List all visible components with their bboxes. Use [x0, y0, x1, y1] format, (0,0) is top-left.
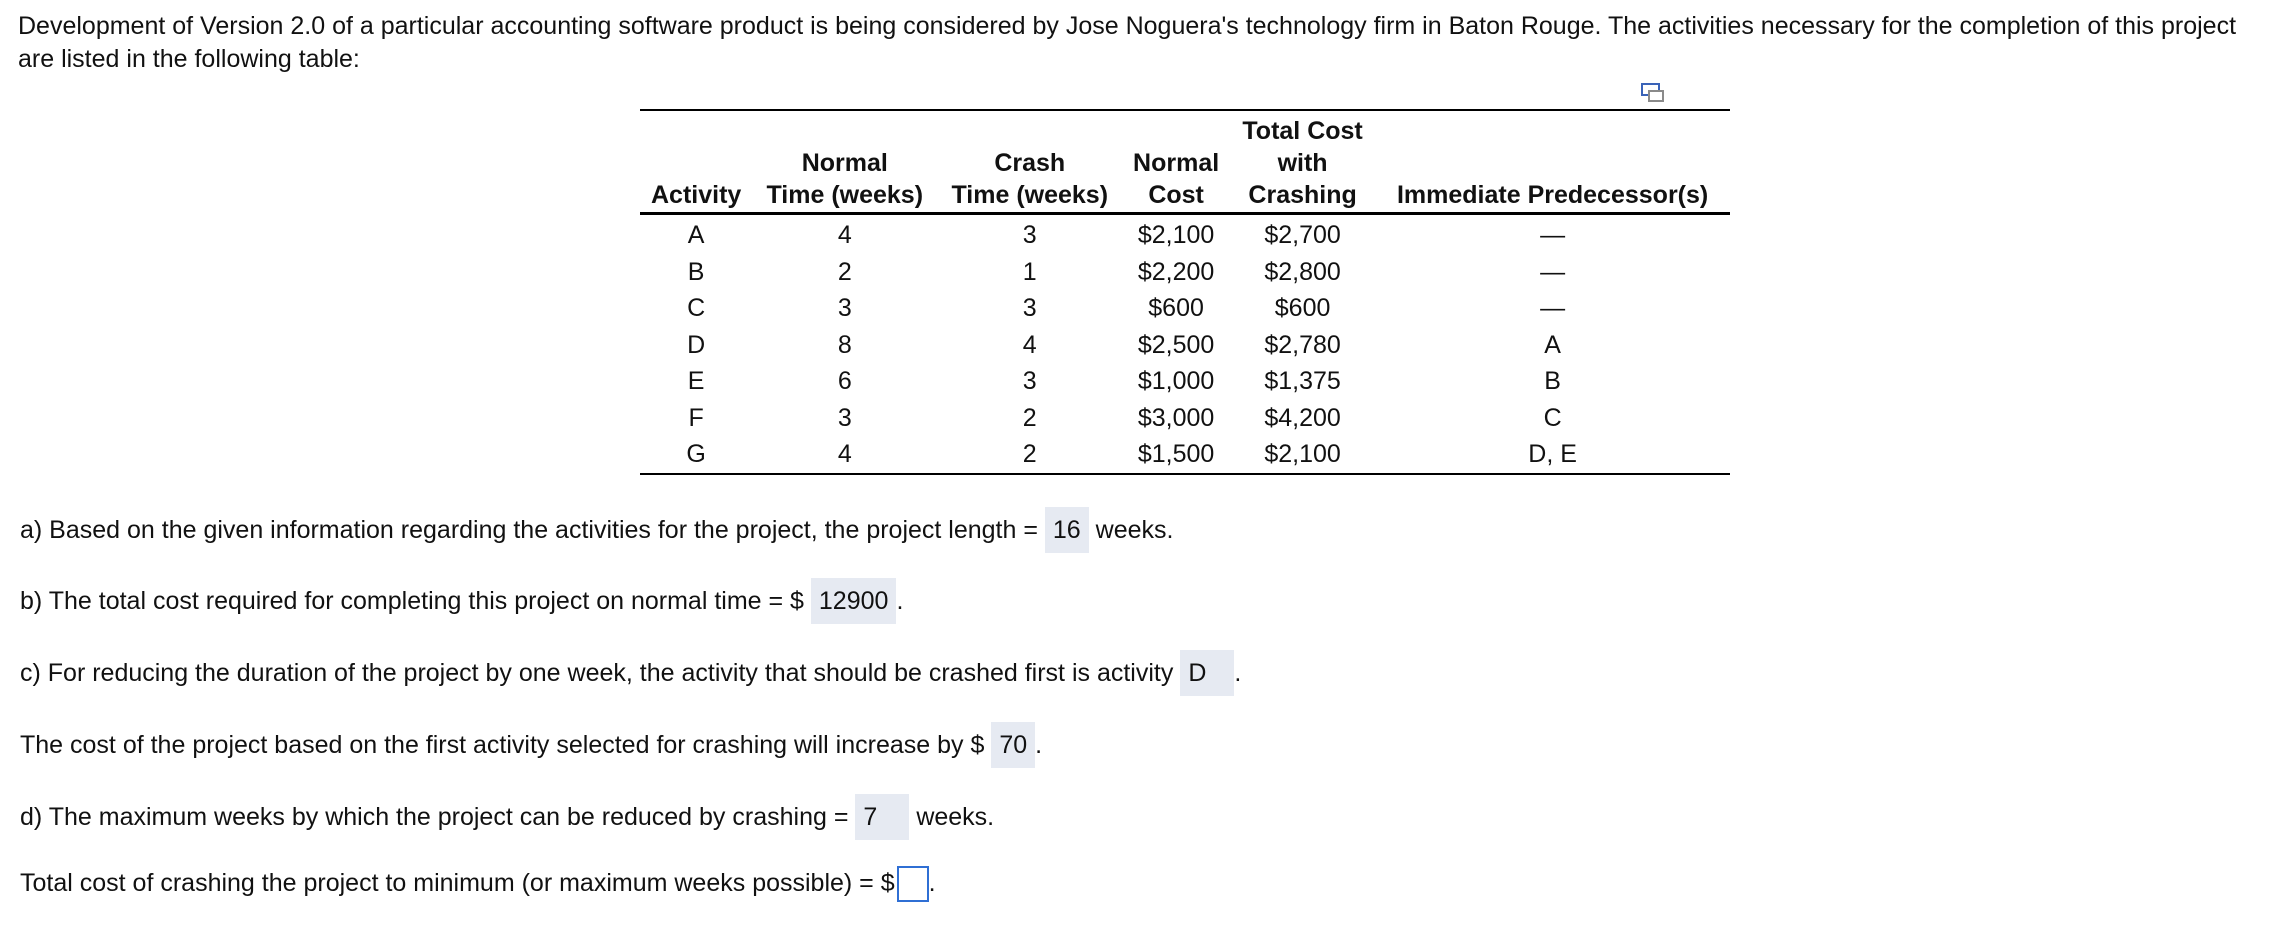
- question-text: d) The maximum weeks by which the project can be reduced by crashing =: [20, 803, 856, 831]
- table-cell: E: [687, 367, 705, 395]
- question-text: a) Based on the given information regarding the activities for the project, the project length =: [20, 516, 1045, 544]
- question-suffix: .: [896, 587, 904, 615]
- header-line: Normal: [801, 149, 888, 177]
- table-cell: $2,780: [1264, 330, 1341, 359]
- question-text: The cost of the project based on the first activity selected for crashing will increase by $: [20, 731, 992, 759]
- answer-project-length[interactable]: 16: [1045, 507, 1089, 553]
- question-d: [20, 794, 994, 840]
- table-cell: —: [1540, 294, 1566, 322]
- table-cell: —: [1540, 257, 1566, 286]
- table-cell: $1,500: [1137, 440, 1215, 468]
- table-cell: 3: [837, 294, 852, 322]
- table-cell: $600: [1274, 294, 1331, 322]
- table-cell: 8: [837, 330, 852, 359]
- question-suffix: weeks.: [909, 803, 995, 831]
- header-line: Crash: [994, 149, 1066, 177]
- table-row: [640, 327, 1730, 364]
- table-row: [640, 254, 1730, 291]
- question-suffix: .: [1234, 659, 1242, 687]
- table-row: [640, 363, 1730, 400]
- table-cell: A: [1544, 330, 1561, 359]
- table-cell: 2: [1022, 403, 1037, 432]
- table-cell: C: [687, 294, 706, 322]
- header-line: Immediate Predecessor(s): [1396, 181, 1709, 209]
- table-cell: 2: [1022, 440, 1037, 468]
- header-normal-cost: [1122, 111, 1230, 214]
- question-total-crash-cost: [20, 866, 936, 902]
- table-cell: 4: [1022, 330, 1037, 359]
- table-cell: $1,000: [1137, 367, 1215, 395]
- table-row: [640, 290, 1730, 327]
- question-text: Total cost of crashing the project to minimum (or maximum weeks possible) = $: [20, 869, 895, 897]
- header-line: with: [1277, 149, 1328, 177]
- table-header-row: [640, 111, 1730, 214]
- table-cell: 3: [1022, 367, 1037, 395]
- answer-cost-increase[interactable]: 70: [991, 722, 1035, 768]
- table-cell: $2,700: [1264, 221, 1341, 249]
- header-line: Activity: [650, 181, 742, 209]
- table-cell: $600: [1148, 294, 1204, 322]
- header-activity: [640, 111, 752, 214]
- question-suffix: weeks.: [1088, 516, 1174, 544]
- question-b: [20, 578, 903, 624]
- table-cell: $4,200: [1264, 403, 1341, 432]
- header-line: Time (weeks): [951, 181, 1109, 209]
- table-row: [640, 436, 1730, 473]
- table-cell: $2,800: [1264, 257, 1341, 286]
- table-cell: C: [1543, 403, 1562, 432]
- answer-max-weeks-reduced[interactable]: 7: [855, 794, 909, 840]
- table-row: [640, 400, 1730, 437]
- header-normal-time: [752, 111, 937, 214]
- header-total-cost-crashing: [1230, 111, 1375, 214]
- activity-table-wrapper: [640, 109, 1730, 475]
- table-cell: D: [687, 330, 706, 359]
- table-cell: $2,500: [1137, 330, 1215, 359]
- table-cell: G: [686, 440, 706, 468]
- table-cell: D, E: [1528, 440, 1577, 468]
- table-cell: $2,100: [1264, 440, 1341, 468]
- header-line: Cost: [1148, 181, 1204, 209]
- table-cell: 4: [837, 440, 852, 468]
- table-cell: 4: [837, 221, 852, 249]
- question-c-cost: [20, 722, 1042, 768]
- table-cell: 3: [1022, 294, 1037, 322]
- table-cell: $2,100: [1137, 221, 1215, 249]
- table-cell: —: [1540, 221, 1566, 249]
- table-cell: $2,200: [1137, 257, 1215, 286]
- table-cell: 6: [837, 367, 852, 395]
- answer-first-crash-activity[interactable]: D: [1180, 650, 1234, 696]
- question-a: [20, 507, 1173, 553]
- table-cell: $3,000: [1137, 403, 1215, 432]
- header-line: Normal: [1133, 149, 1220, 177]
- activity-table: [640, 111, 1730, 473]
- header-line: Total Cost: [1242, 117, 1363, 145]
- table-cell: 2: [837, 257, 852, 286]
- table-cell: F: [688, 403, 704, 432]
- question-suffix: .: [1035, 731, 1043, 759]
- question-text: c) For reducing the duration of the project by one week, the activity that should be crashed first is activity: [20, 659, 1181, 687]
- total-crash-cost-input[interactable]: [897, 866, 929, 902]
- question-c: [20, 650, 1241, 696]
- table-cell: 1: [1022, 257, 1037, 286]
- table-row: [640, 214, 1730, 254]
- table-cell: $1,375: [1264, 367, 1341, 395]
- question-suffix: .: [928, 869, 936, 897]
- problem-intro: Development of Version 2.0 of a particular accounting software product is being considered by Jose Noguera's technology firm in Baton Rouge. The activities necessary for the completion of this project are listed in the following table:: [18, 12, 2237, 73]
- table-cell: 3: [1022, 221, 1037, 249]
- header-crash-time: [937, 111, 1122, 214]
- question-text: b) The total cost required for completing this project on normal time = $: [20, 587, 811, 615]
- header-line: Time (weeks): [766, 181, 924, 209]
- copy-table-icon[interactable]: [1640, 80, 1666, 106]
- table-cell: B: [687, 257, 705, 286]
- table-cell: 3: [837, 403, 852, 432]
- header-predecessors: [1375, 111, 1730, 214]
- header-line: Crashing: [1248, 181, 1357, 209]
- answer-normal-total-cost[interactable]: 12900: [811, 578, 897, 624]
- table-cell: B: [1544, 367, 1561, 395]
- table-cell: A: [687, 221, 705, 249]
